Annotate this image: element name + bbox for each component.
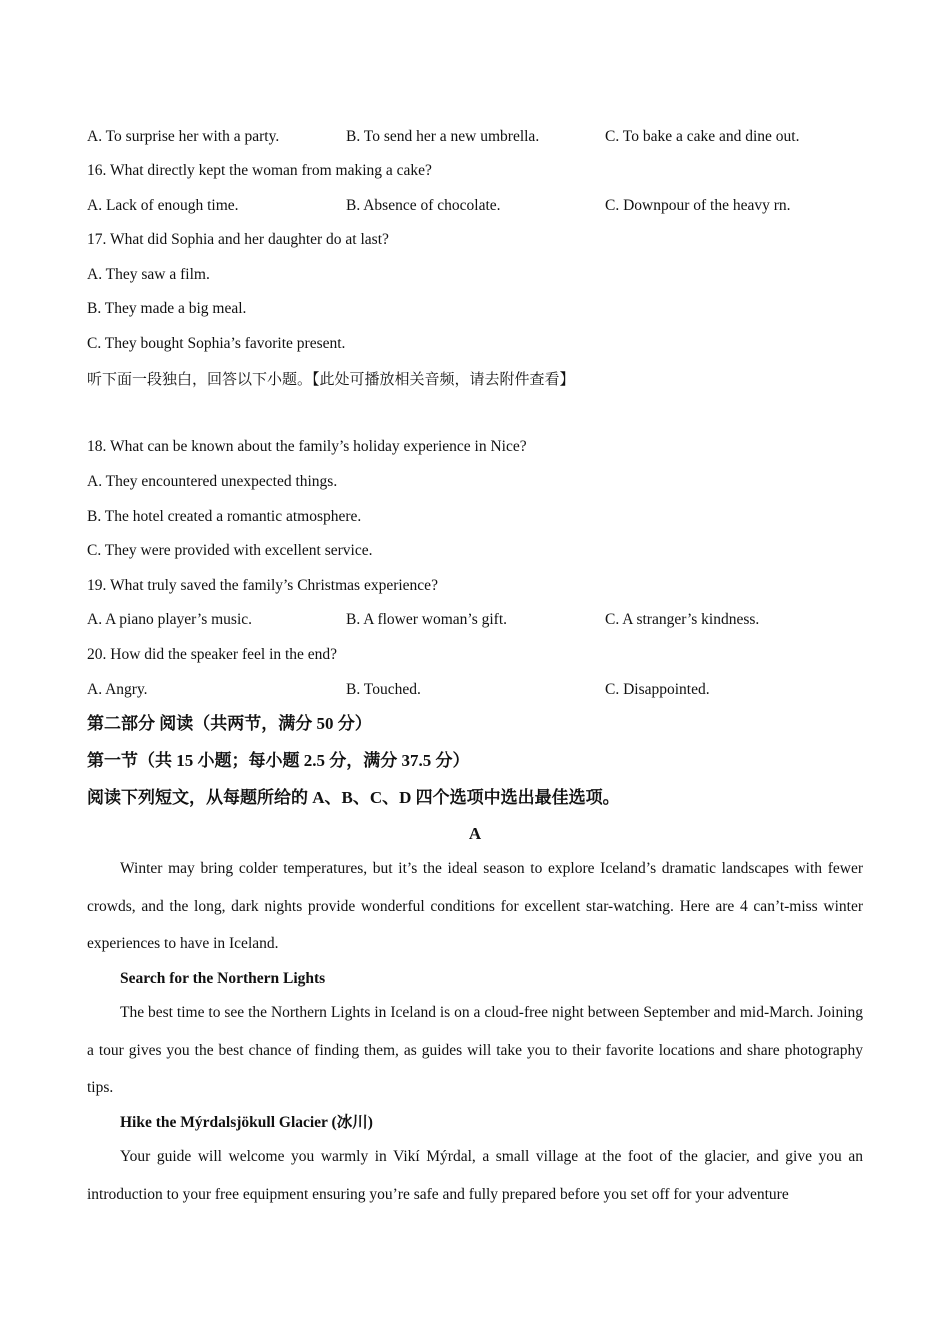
q19-options — [87, 610, 863, 630]
passage-heading-northern-lights: Search for the Northern Lights — [120, 970, 326, 987]
q19-stem: 19. What truly saved the family’s Christmas experience? — [87, 577, 438, 594]
q15-option-a[interactable]: A. To surprise her with a party. — [87, 128, 280, 145]
q17-option-c[interactable]: C. They bought Sophia’s favorite present. — [87, 335, 346, 352]
q16-option-c[interactable]: C. Downpour of the heavy rn. — [605, 197, 791, 214]
q17-option-b[interactable]: B. They made a big meal. — [87, 300, 247, 317]
q19-option-c[interactable]: C. A stranger’s kindness. — [605, 611, 760, 628]
passage-paragraph-glacier: Your guide will welcome you warmly in Vikí Mýrdal, a small village at the foot of the glacier, and give you an introduction to your free equipment ensuring you’re safe and fully prepared before you set off for your adventure — [87, 1148, 863, 1203]
q16-stem: 16. What directly kept the woman from making a cake? — [87, 162, 432, 179]
passage-intro: Winter may bring colder temperatures, but it’s the ideal season to explore Iceland’s dramatic landscapes with fewer crowds, and the long, dark nights provide wonderful conditions for excellent star-watching. Here are 4 can’t-miss winter experiences to have in Iceland. — [87, 860, 863, 952]
monologue-instruction: 听下面一段独白，回答以下小题。【此处可播放相关音频，请去附件查看】 — [87, 370, 575, 388]
q20-option-c[interactable]: C. Disappointed. — [605, 681, 710, 698]
q18-option-c[interactable]: C. They were provided with excellent service. — [87, 542, 373, 559]
q18-option-a[interactable]: A. They encountered unexpected things. — [87, 473, 338, 490]
passage-heading-glacier: Hike the Mýrdalsjökull Glacier (冰川) — [120, 1114, 373, 1131]
q19-option-b[interactable]: B. A flower woman’s gift. — [346, 611, 508, 628]
q15-option-b[interactable]: B. To send her a new umbrella. — [346, 128, 540, 145]
q16-option-a[interactable]: A. Lack of enough time. — [87, 197, 239, 214]
q19-option-a[interactable]: A. A piano player’s music. — [87, 611, 253, 628]
reading-instruction: 阅读下列短文，从每题所给的 A、B、C、D 四个选项中选出最佳选项。 — [87, 788, 620, 807]
q18-option-b[interactable]: B. The hotel created a romantic atmosphere. — [87, 508, 362, 525]
q17-stem: 17. What did Sophia and her daughter do at last? — [87, 231, 389, 248]
q16-option-b[interactable]: B. Absence of chocolate. — [346, 197, 501, 214]
passage-label: A — [468, 824, 482, 843]
q15-options — [87, 127, 863, 147]
q20-stem: 20. How did the speaker feel in the end? — [87, 646, 338, 663]
q20-options — [87, 680, 863, 700]
q15-option-c[interactable]: C. To bake a cake and dine out. — [605, 128, 800, 145]
part-two-title: 第二部分 阅读（共两节，满分 50 分） — [87, 714, 372, 733]
q17-option-a[interactable]: A. They saw a film. — [87, 266, 210, 283]
section-one-title: 第一节（共 15 小题；每小题 2.5 分，满分 37.5 分） — [87, 751, 470, 770]
q20-option-b[interactable]: B. Touched. — [346, 681, 421, 698]
q18-stem: 18. What can be known about the family’s holiday experience in Nice? — [87, 438, 527, 455]
q20-option-a[interactable]: A. Angry. — [87, 681, 148, 698]
passage-paragraph-northern-lights: The best time to see the Northern Lights in Iceland is on a cloud-free night between September and mid-March. Joining a tour gives you the best chance of finding them, as guides will take you to their favorite locations and share photography tips. — [87, 1004, 863, 1096]
q16-options — [87, 196, 863, 216]
